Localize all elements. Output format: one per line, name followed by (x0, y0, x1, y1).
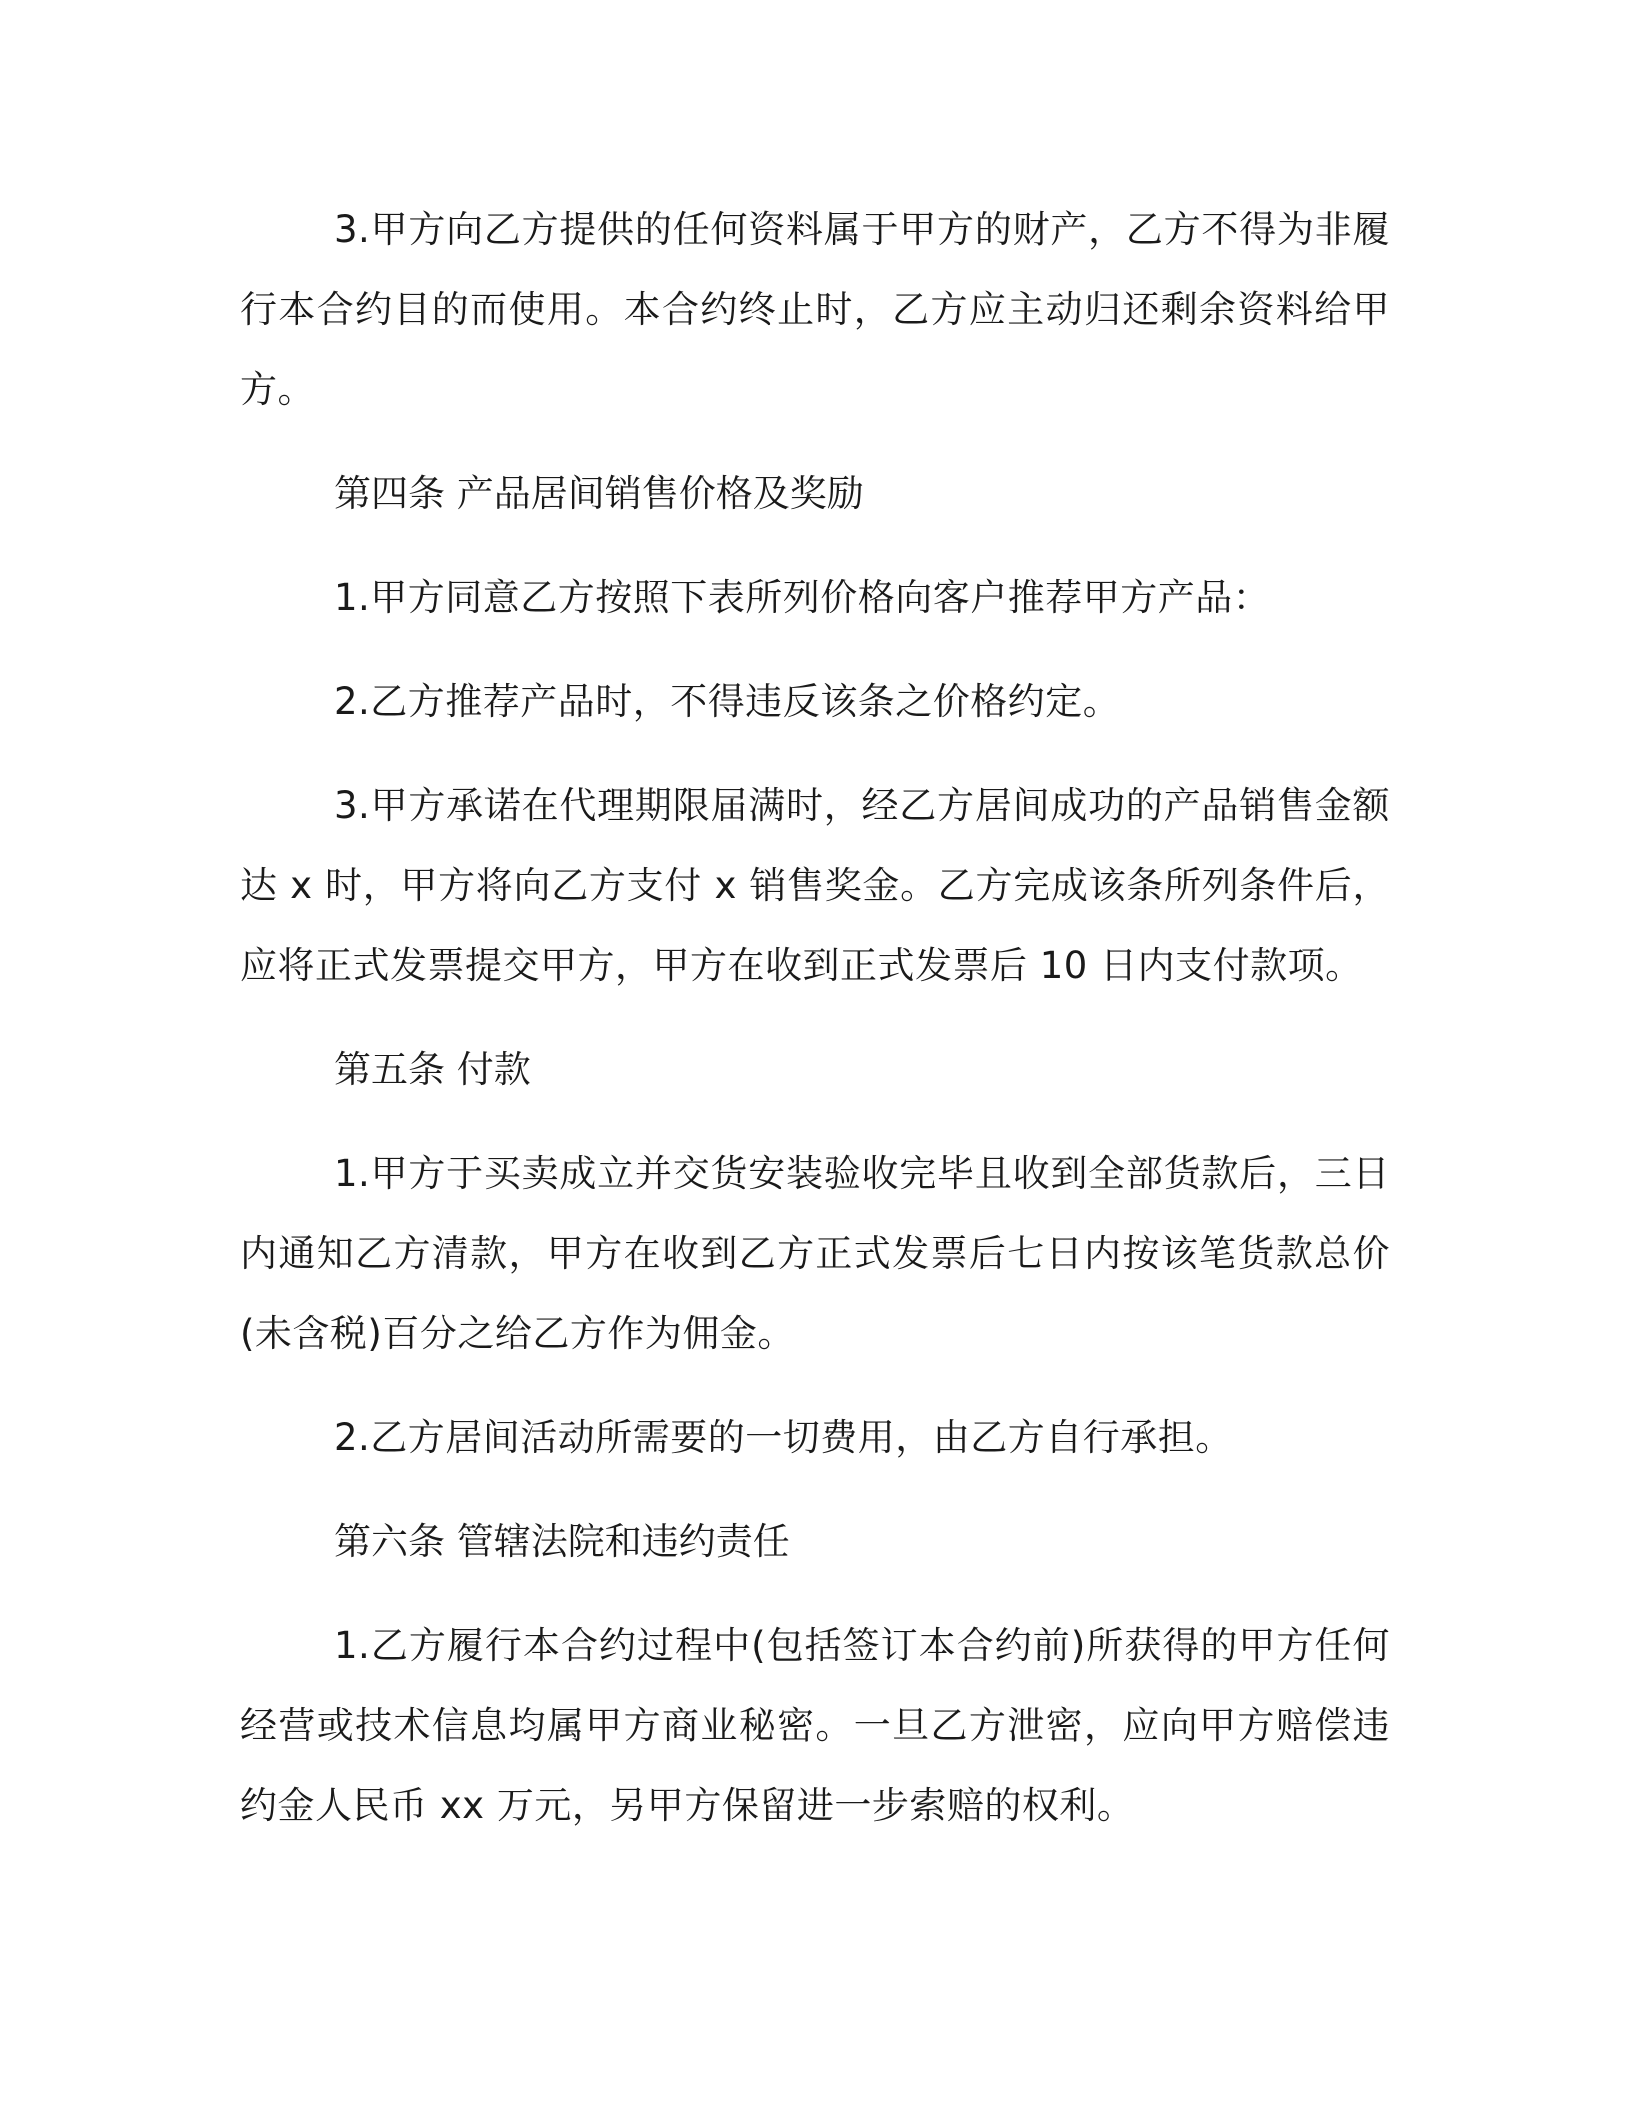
clause-5-1-paragraph: 1.甲方于买卖成立并交货安装验收完毕且收到全部货款后，三日内通知乙方清款，甲方在收到乙方正式发票后七日内按该笔货款总价(未含税)百分之给乙方作为佣金。 (240, 1152, 1390, 1355)
clause-3-3-paragraph: 3.甲方向乙方提供的任何资料属于甲方的财产，乙方不得为非履行本合约目的而使用。本合约终止时，乙方应主动归还剩余资料给甲方。 (240, 208, 1390, 411)
article-5-heading: 第五条 付款 (334, 1048, 531, 1091)
clause-4-2-paragraph: 2.乙方推荐产品时，不得违反该条之价格约定。 (334, 680, 1121, 723)
clause-4-3-paragraph: 3.甲方承诺在代理期限届满时，经乙方居间成功的产品销售金额达 x 时，甲方将向乙方支付 x 销售奖金。乙方完成该条所列条件后，应将正式发票提交甲方，甲方在收到正式发票后 10 日内支付款项。 (240, 784, 1390, 987)
clause-6-1-paragraph: 1.乙方履行本合约过程中(包括签订本合约前)所获得的甲方任何经营或技术信息均属甲方商业秘密。一旦乙方泄密，应向甲方赔偿违约金人民币 xx 万元，另甲方保留进一步索赔的权利。 (240, 1624, 1390, 1827)
article-6-heading: 第六条 管辖法院和违约责任 (334, 1520, 790, 1563)
article-4-heading: 第四条 产品居间销售价格及奖励 (334, 472, 864, 515)
clause-5-2-paragraph: 2.乙方居间活动所需要的一切费用，由乙方自行承担。 (334, 1416, 1233, 1459)
document-body (240, 190, 1390, 1870)
clause-4-1-paragraph: 1.甲方同意乙方按照下表所列价格向客户推荐甲方产品： (334, 576, 1271, 619)
